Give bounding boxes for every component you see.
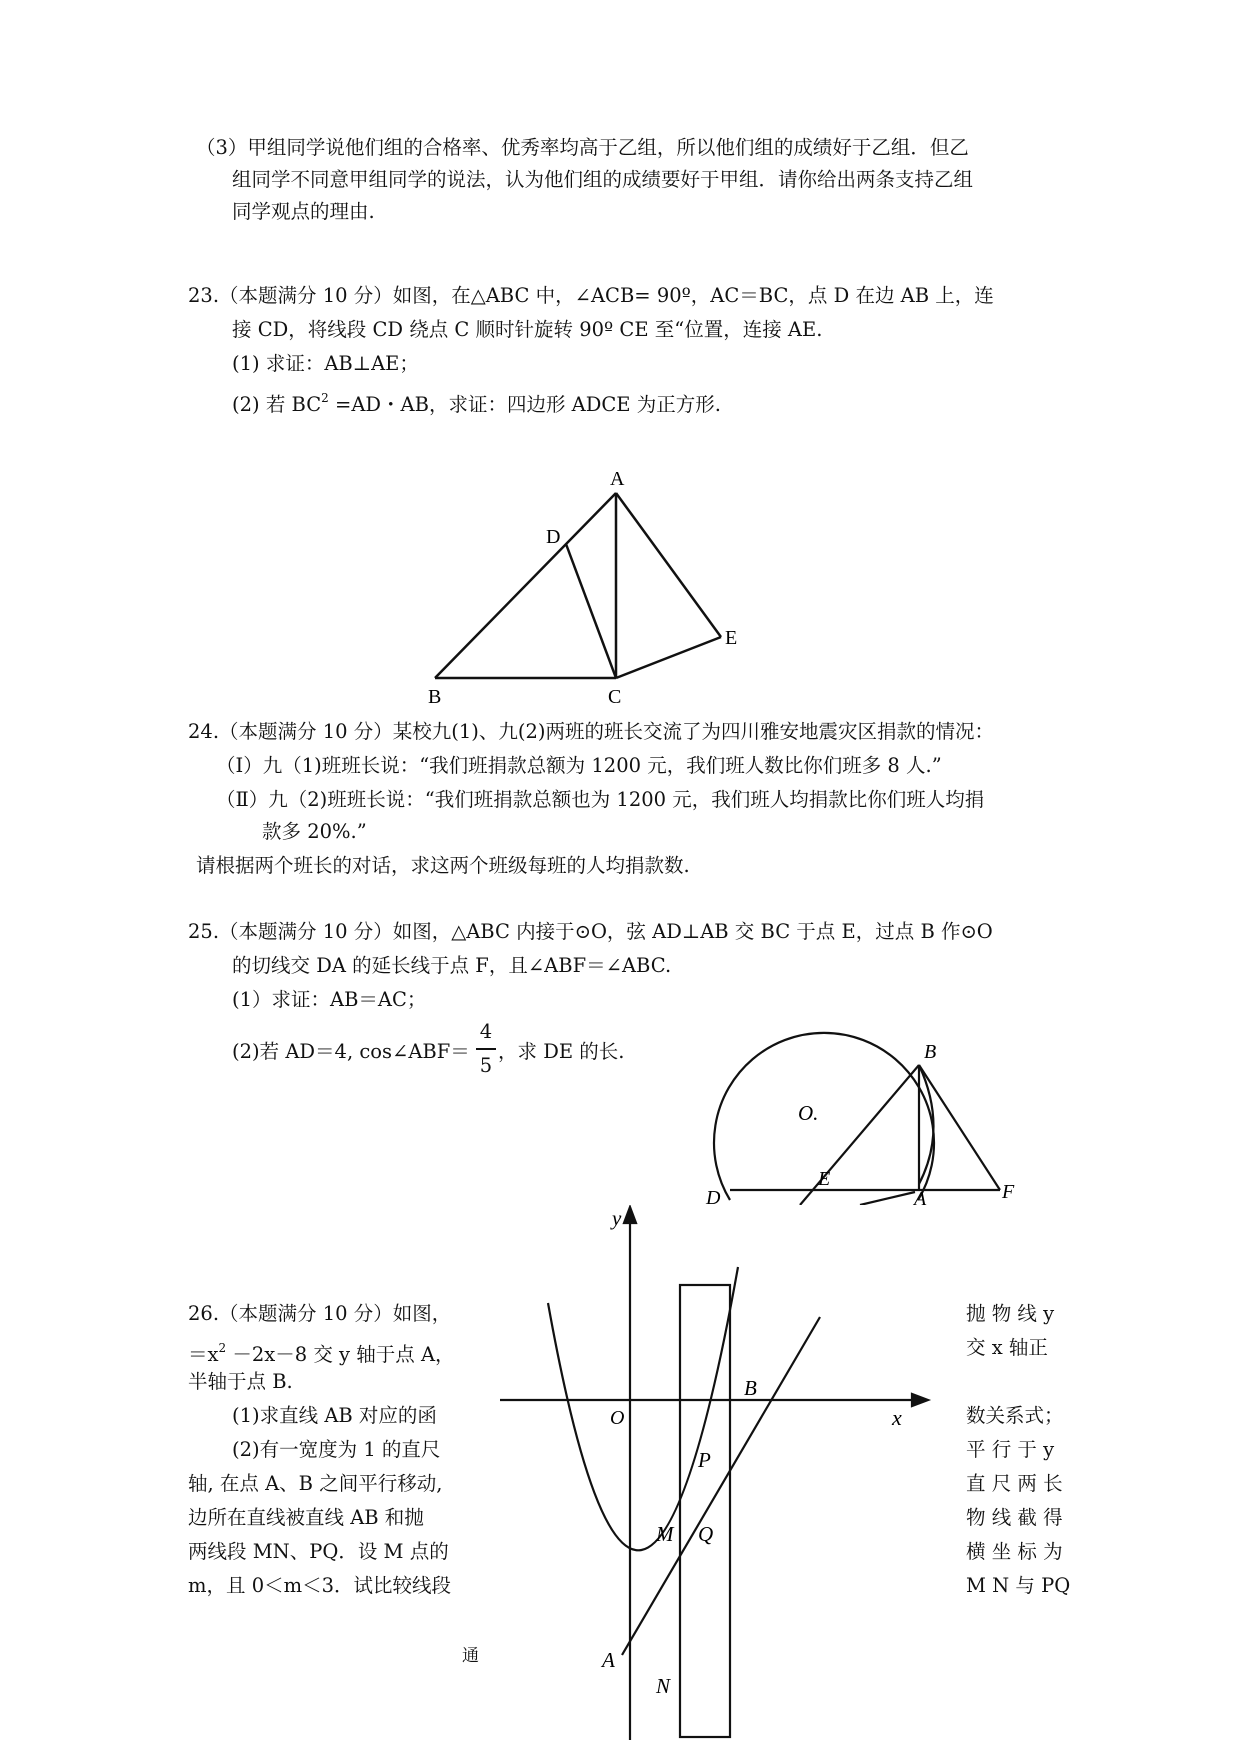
q23-label-c: C [608,686,622,708]
q22-part3-line3: 同学观点的理由. [232,200,375,223]
q26-label-x: x [892,1405,902,1430]
q25-label-d: D [706,1187,721,1205]
q26-left-line5: (2)有一宽度为 1 的直尺 [232,1438,441,1461]
q25-part2-post: ，求 DE 的长. [498,1040,625,1063]
q23-triangle-figure [420,460,780,710]
q23-part2: (2) 若 $BC^2 =AD$・AB，求证：四边形 ADCE 为正方形. [232,391,721,416]
q26-left-line3: 半轴于点 B. [188,1370,293,1393]
q26-left-line1: 26.（本题满分 10 分）如图， [188,1302,452,1325]
q26-label-o: O [610,1407,625,1429]
q26-label-a: A [602,1648,615,1672]
q25-line2: 的切线交 DA 的延长线于点 F，且∠ABF＝∠ABC. [232,954,672,977]
q26-right-line8: 横 坐 标 为 [966,1540,1063,1563]
q23-label-d: D [546,526,561,548]
q26-right-line4: 数关系式； [966,1404,1064,1427]
q25-label-o: O. [798,1101,819,1125]
q26-right-line2: 交 x 轴正 [966,1336,1048,1359]
q26-right-line9: M N 与 PQ [966,1574,1071,1597]
q25-label-f: F [1002,1181,1015,1203]
q26-label-n: N [656,1674,671,1698]
q26-label-y: y [612,1206,622,1230]
q26-right-line6: 直 尺 两 长 [966,1472,1063,1495]
q26-label-p: P [698,1448,711,1472]
q26-left-line6: 轴, 在点 A、B 之间平行移动, [188,1472,443,1495]
q23-part1: (1) 求证：AB⊥AE； [232,352,419,375]
q25-fraction-denominator: 5 [479,1054,493,1077]
q26-left-line8: 两线段 MN、PQ．设 M 点的 [188,1540,449,1563]
q25-line1: 25.（本题满分 10 分）如图，△ABC 内接于⊙O，弦 AD⊥AB 交 BC 于点 E，过点 B 作⊙O [188,920,993,943]
q26-left-line7: 边所在直线被直线 AB 和抛 [188,1506,424,1529]
q26-label-m: M [656,1522,674,1546]
q23-line2: 接 CD，将线段 CD 绕点 C 顺时针旋转 90º CE 至“位置，连接 AE. [232,318,823,341]
q24-line5: 请根据两个班长的对话，求这两个班级每班的人均捐款数. [196,854,690,877]
q25-part2-pre: (2)若 AD＝4, cos∠ABF＝ [232,1040,470,1063]
q26-right-line5: 平 行 于 y [966,1438,1055,1461]
q23-label-e: E [725,627,738,649]
q24-line4: 款多 20%.” [262,820,367,843]
q25-label-e: E [818,1168,831,1190]
q22-part3-line1: （3）甲组同学说他们组的合格率、优秀率均高于乙组，所以他们组的成绩好于乙组．但乙 [196,136,969,159]
q26-right-line1: 抛 物 线 y [966,1302,1055,1325]
q23-line1: 23.（本题满分 10 分）如图，在△ABC 中，∠ACB= 90º，AC＝BC，点 D 在边 AB 上，连 [188,284,994,307]
q23-label-b: B [428,686,442,708]
q23-label-a: A [610,468,625,490]
q26-label-b: B [744,1376,757,1400]
q25-circle-figure [690,1000,1050,1205]
q26-right-line7: 物 线 截 得 [966,1506,1063,1529]
q26-left-line9: m，且 0＜m＜3．试比较线段 [188,1574,451,1597]
q25-fraction-bar [476,1048,496,1050]
q26-parabola-figure [490,1205,950,1745]
q26-label-q: Q [698,1522,714,1546]
q26-left-line4: (1)求直线 AB 对应的函 [232,1404,437,1427]
q24-line3: （Ⅱ）九（2)班班长说：“我们班捐款总额也为 1200 元，我们班人均捐款比你们班人均捐 [216,788,985,811]
q26-left-line2: $=x^2 -2x-8$ 交 y 轴于点 A， [188,1341,455,1366]
q25-label-a: A [914,1188,927,1205]
q26-bottom-fragment: 通 [462,1646,479,1666]
q22-part3-line2: 组同学不同意甲组同学的说法，认为他们组的成绩要好于甲组．请你给出两条支持乙组 [232,168,974,191]
q25-label-b: B [924,1041,937,1063]
q24-line1: 24.（本题满分 10 分）某校九(1)、九(2)两班的班长交流了为四川雅安地震灾区捐款的情况： [188,720,994,743]
q24-line2: （Ⅰ）九（1)班班长说：“我们班捐款总额为 1200 元，我们班人数比你们班多 8 人.” [216,754,942,777]
q25-fraction-numerator: 4 [479,1020,493,1043]
q25-part1: (1）求证：AB＝AC； [232,988,427,1011]
